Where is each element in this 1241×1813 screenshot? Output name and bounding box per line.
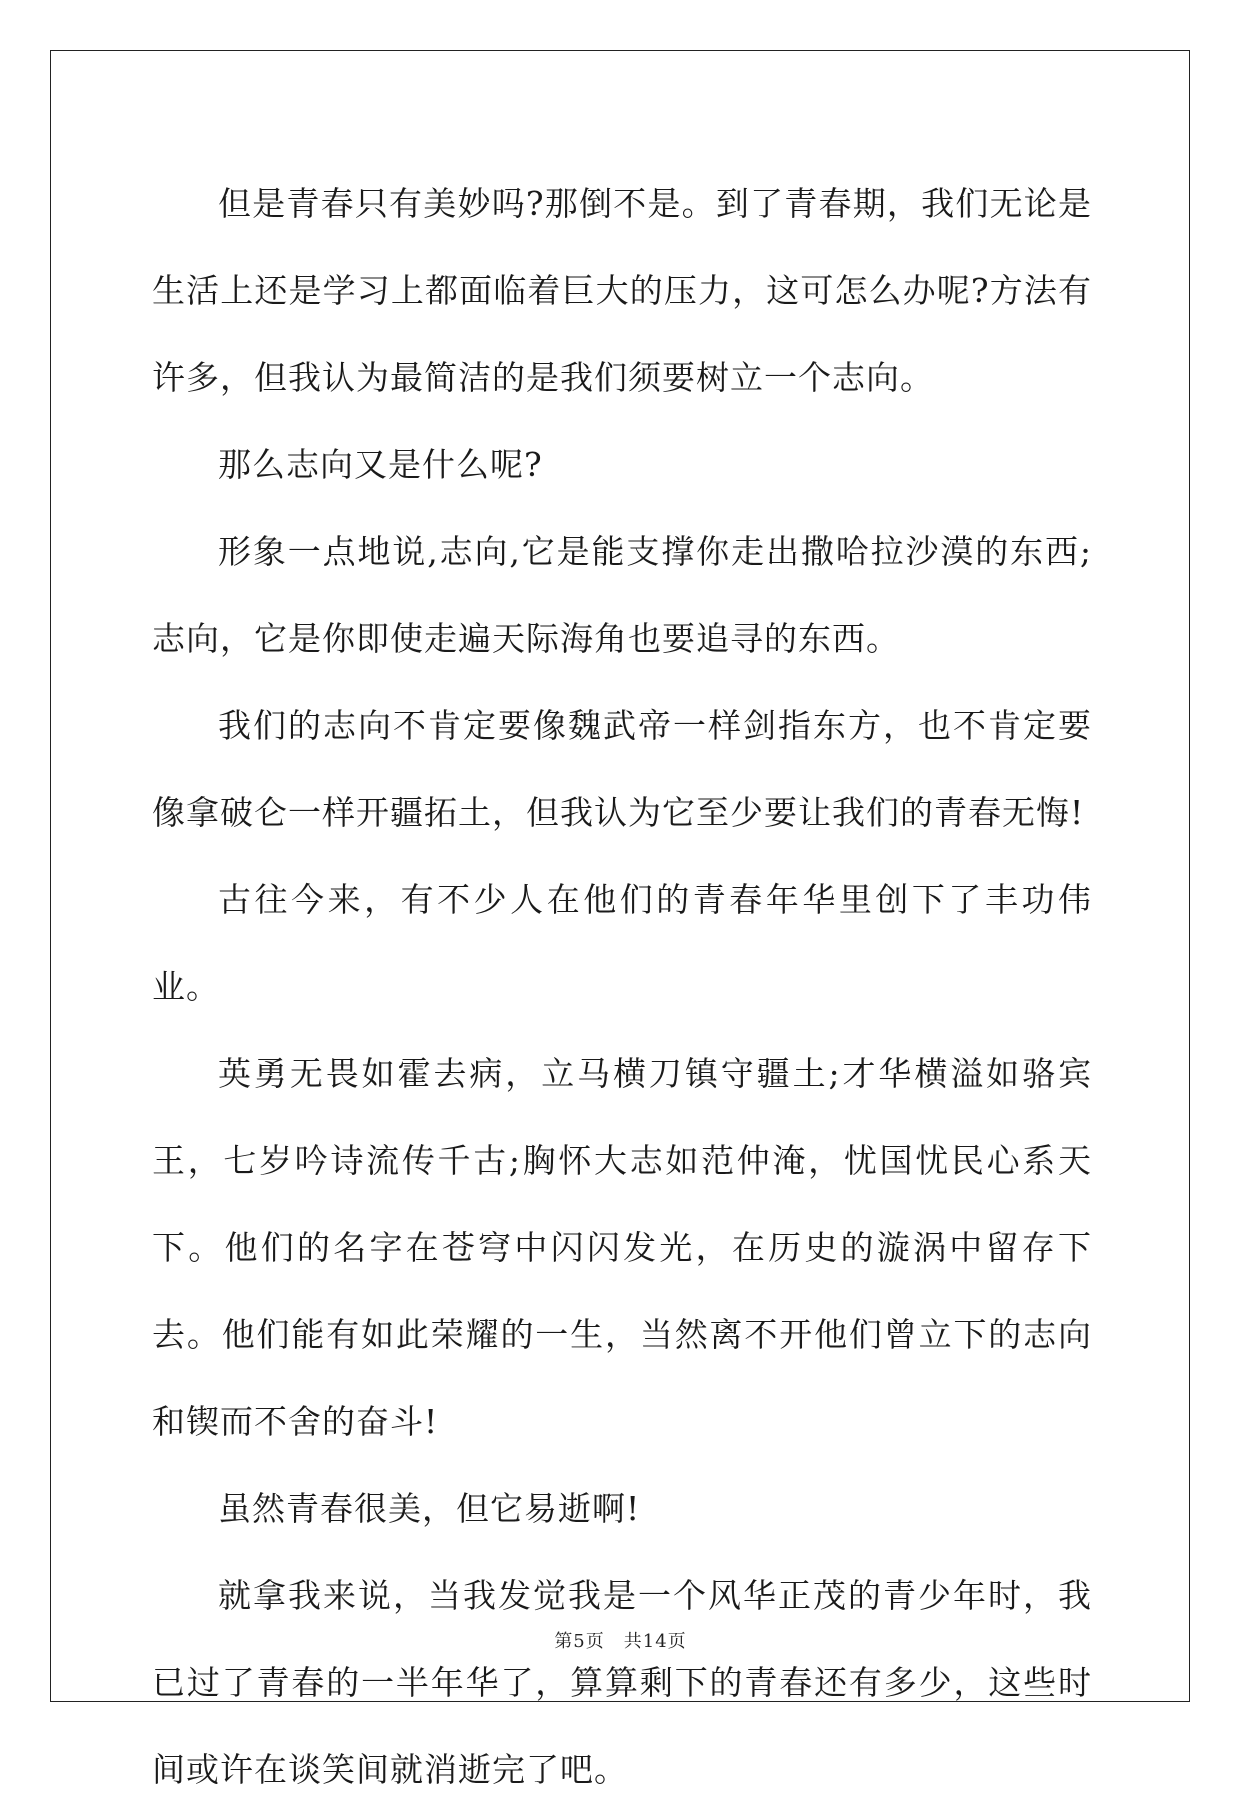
paragraph: 就拿我来说，当我发觉我是一个风华正茂的青少年时，我已过了青春的一半年华了，算算剩下的青春还有多少，这些时间或许在谈笑间就消逝完了吧。 bbox=[152, 1576, 1092, 1789]
paragraph: 虽然青春很美，但它易逝啊! bbox=[218, 1489, 641, 1528]
paragraph: 形象一点地说,志向,它是能支撑你走出撒哈拉沙漠的东西;志向，它是你即使走遍天际海角也要追寻的东西。 bbox=[152, 532, 1092, 658]
paragraph: 古往今来，有不少人在他们的青春年华里创下了丰功伟业。 bbox=[152, 880, 1092, 1006]
paragraph: 英勇无畏如霍去病，立马横刀镇守疆土;才华横溢如骆宾王，七岁吟诗流传千古;胸怀大志如范仲淹，忧国忧民心系天下。他们的名字在苍穹中闪闪发光，在历史的漩涡中留存下去。他们能有如此荣耀的一生，当然离不开他们曾立下的志向和锲而不舍的奋斗! bbox=[152, 1054, 1092, 1441]
paragraph: 那么志向又是什么呢? bbox=[218, 445, 543, 484]
paragraph: 我们的志向不肯定要像魏武帝一样剑指东方，也不肯定要像拿破仑一样开疆拓土，但我认为它至少要让我们的青春无悔! bbox=[152, 706, 1092, 832]
paragraph: 但是青春只有美妙吗?那倒不是。到了青春期，我们无论是生活上还是学习上都面临着巨大的压力，这可怎么办呢?方法有许多，但我认为最简洁的是我们须要树立一个志向。 bbox=[152, 184, 1092, 397]
document-body bbox=[152, 160, 1092, 1813]
page-number-footer: 第5页 共14页 bbox=[554, 1631, 687, 1652]
